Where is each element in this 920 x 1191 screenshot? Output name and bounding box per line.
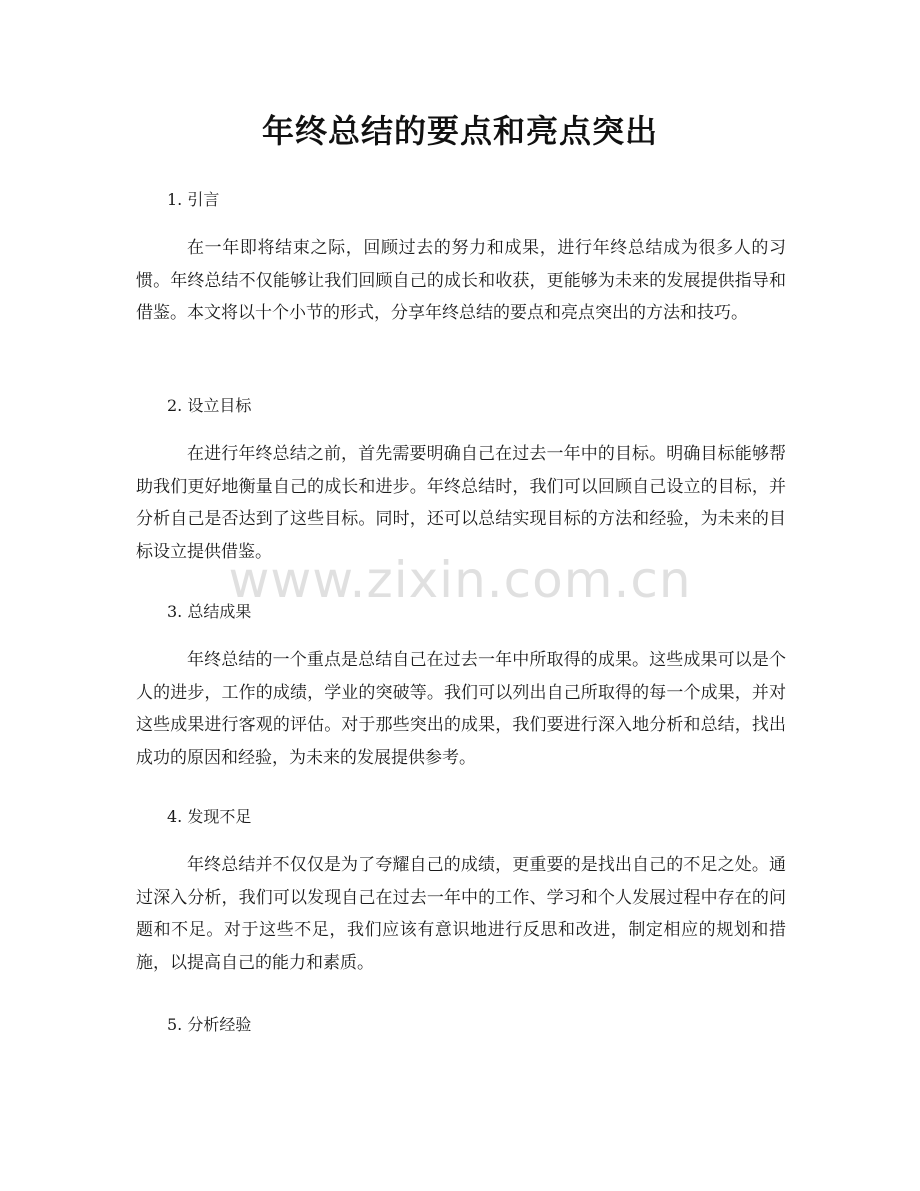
section-paragraph-intro: 在一年即将结束之际，回顾过去的努力和成果，进行年终总结成为很多人的习惯。年终总结不仅能够让我们回顾自己的成长和收获，更能够为未来的发展提供指导和借鉴。本文将以十个小节的形式，分享年终总结的要点和亮点突出的方法和技巧。 [136,238,786,323]
section-heading-goals: 2. 设立目标 [167,396,252,415]
section-paragraph-achievements: 年终总结的一个重点是总结自己在过去一年中所取得的成果。这些成果可以是个人的进步，工作的成绩，学业的突破等。我们可以列出自己所取得的每一个成果，并对这些成果进行客观的评估。对于那些突出的成果，我们要进行深入地分析和总结，找出成功的原因和经验，为未来的发展提供参考。 [136,650,786,768]
section-heading-achievements: 3. 总结成果 [167,602,252,621]
section-heading-experience: 5. 分析经验 [167,1015,252,1034]
document-title: 年终总结的要点和亮点突出 [261,112,658,150]
watermark: www.zixin.com.cn [228,551,692,609]
section-heading-shortcomings: 4. 发现不足 [167,807,252,826]
section-heading-intro: 1. 引言 [167,190,220,209]
section-paragraph-shortcomings: 年终总结并不仅仅是为了夸耀自己的成绩，更重要的是找出自己的不足之处。通过深入分析，我们可以发现自己在过去一年中的工作、学习和个人发展过程中存在的问题和不足。对于这些不足，我们应该有意识地进行反思和改进，制定相应的规划和措施，以提高自己的能力和素质。 [136,855,786,973]
section-paragraph-goals: 在进行年终总结之前，首先需要明确自己在过去一年中的目标。明确目标能够帮助我们更好地衡量自己的成长和进步。年终总结时，我们可以回顾自己设立的目标，并分析自己是否达到了这些目标。同时，还可以总结实现目标的方法和经验，为未来的目标设立提供借鉴。 [136,444,786,562]
